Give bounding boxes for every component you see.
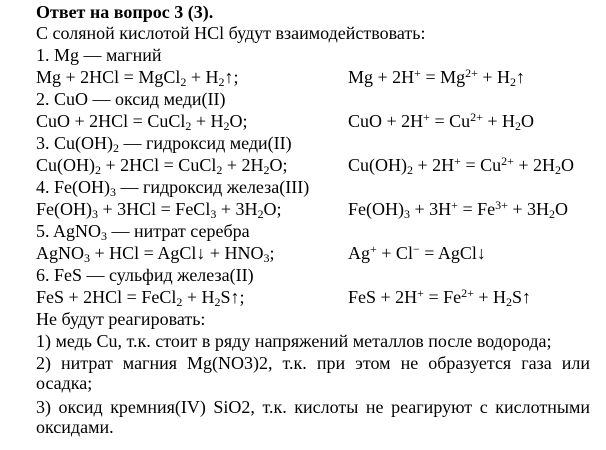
molecular-equation: $Cu(OH)_2 + 2HCl$ = CuCl$_2$ + $2H_2O$; bbox=[36, 155, 288, 177]
molecular-equation: CuO + 2HCl = CuCl$_2$ + $H_2O$; bbox=[36, 111, 248, 133]
ionic-equation: Ag+ + Cl− = AgCl↓ bbox=[348, 242, 486, 263]
reason-item bbox=[36, 397, 590, 437]
item-heading: 6. FeS — сульфид железа(II) bbox=[36, 265, 254, 285]
molecular-equation: Mg + 2HCl = MgCl$_2$ + $H_2↑$; bbox=[36, 67, 239, 89]
reason-item bbox=[36, 331, 590, 351]
ionic-equation: FeS + $2H^+ = Fe^{2+}$ + $H_2S↑$ bbox=[348, 286, 532, 309]
ionic-equation: $Fe(OH)_3 + 3H^+ = Fe^{3+} + 3H_2O$ bbox=[348, 198, 569, 221]
reason-text: 2) нитрат магния Mg(NO3)2, т.к. при этом не образуется газа или осадка; bbox=[36, 353, 590, 393]
ionic-equation: $Mg + 2H^+ = Mg^{2+}$ + $H_2↑$ bbox=[348, 66, 526, 89]
molecular-equation: FeS + 2HCl = FeCl$_2$ + $H_2S↑$; bbox=[36, 287, 245, 309]
reason-item bbox=[36, 353, 590, 393]
answer-title: Ответ на вопрос 3 (3). bbox=[36, 2, 214, 22]
molecular-equation: AgNO$_3$ + HCl = AgCl↓ + $HNO_3$; bbox=[36, 243, 275, 265]
no-react-heading: Не будут реагировать: bbox=[36, 309, 206, 329]
ionic-equation: CuO + $2H^+ = Cu^{2+} + H_2O$ bbox=[348, 110, 535, 133]
reason-text: 3) оксид кремния(IV) SiO2, т.к. кислоты не реагируют с кислотными оксидами. bbox=[36, 397, 590, 437]
item-heading: 2. CuO — оксид меди(II) bbox=[36, 89, 226, 109]
ionic-equation: $Cu(OH)_2 + 2H^+ = Cu^{2+} + 2H_2O$ bbox=[348, 154, 575, 177]
item-heading: 5. AgNO$_3$ — нитрат серебра bbox=[36, 221, 250, 243]
reason-text: 1) медь Cu, т.к. стоит в ряду напряжений металлов после водорода; bbox=[36, 331, 552, 351]
item-heading: 4. $Fe(OH)_3$ — гидроксид железа(III) bbox=[36, 177, 310, 199]
item-heading: 1. Mg — магний bbox=[36, 45, 162, 65]
intro-text: С соляной кислотой HCl будут взаимодействовать: bbox=[36, 23, 426, 43]
molecular-equation: $Fe(OH)_3 + 3HCl$ = FeCl$_3$ + $3H_2O$; bbox=[36, 199, 282, 221]
item-heading: 3. $Cu(OH)_2$ — гидроксид меди(II) bbox=[36, 133, 292, 155]
